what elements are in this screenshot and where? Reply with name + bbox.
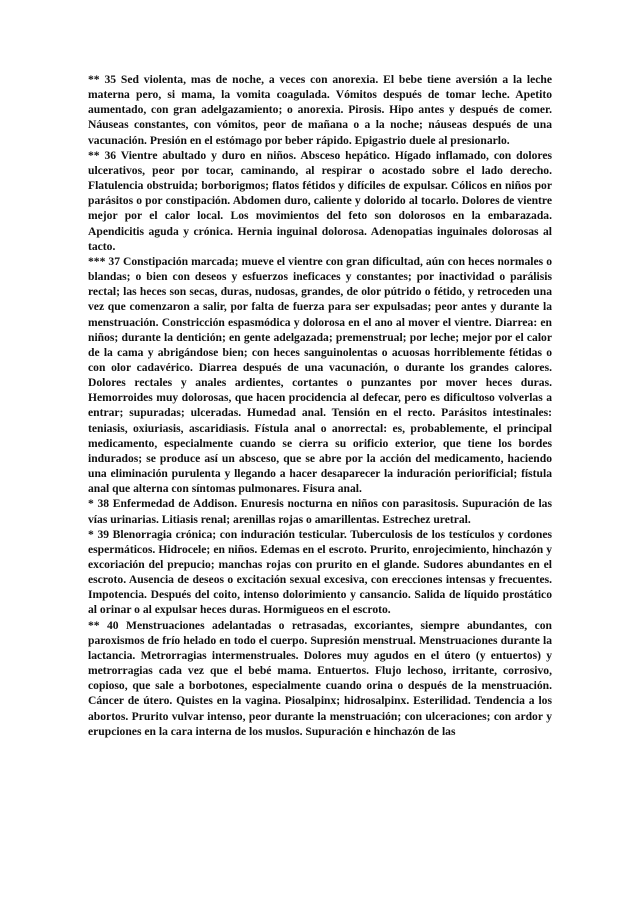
entry-38: * 38 Enfermedad de Addison. Enuresis nocturna en niños con parasitosis. Supuración de las vías urinarias. Litiasis renal; arenillas rojas o amarillentas. Estrechez uretral.	[88, 497, 552, 526]
entry-36: ** 36 Vientre abultado y duro en niños. Absceso hepático. Hígado inflamado, con dolores ulcerativos, peor por tocar, caminando, al respirar o acostado sobre el lado derecho. Flatulencia obstruida; borborigmos; flatos fétidos y difíciles de expulsar. Cólicos en niños por parásitos o por constipación. Abdomen duro, caliente y dolorido al tocarlo. Dolores de vientre mejor por el calor local. Los movimientos del feto son dolorosos en la embarazada. Apendicitis aguda y crónica. Hernia inguinal dolorosa. Adenopatias inguinales dolorosas al tacto.	[88, 148, 552, 253]
document-page	[88, 72, 552, 739]
entry-37: *** 37 Constipación marcada; mueve el vientre con gran dificultad, aún con heces normales o blandas; o bien con deseos y esfuerzos ineficaces y constantes; por inactividad o parálisis rectal; las heces son secas, duras, nudosas, grandes, de olor pútrido o fétido, y retroceden una vez que comenzaron a salir, por falta de fuerza para ser expulsadas; peor antes y durante la menstruación. Constricción espasmódica y dolorosa en el ano al mover el vientre. Diarrea: en niños; durante la dentición; en gente adelgazada; premenstrual; por leche; mejor por el calor de la cama y abrigándose bien; con heces sanguinolentas o acuosas horriblemente fétidas o con olor cadavérico. Diarrea después de una vacunación, o durante los grandes calores. Dolores rectales y anales ardientes, cortantes o punzantes por mover heces duras. Hemorroides muy dolorosas, que hacen procidencia al defecar, pero es dificultoso volverlas a entrar; supuradas; ulceradas. Humedad anal. Tensión en el recto. Parásitos intestinales: teniasis, oxiuriasis, ascaridiasis. Fístula anal o anorrectal: es, probablemente, el principal medicamento, especialmente cuando se cierra su orificio exterior, que tiene los bordes indurados; se produce así un absceso, que se abre por la acción del medicamento, haciendo una eliminación purulenta y llegando a hacer desaparecer la induración periorificial; fístula anal que alterna con síntomas pulmonares. Fisura anal.	[88, 254, 552, 496]
entry-35: ** 35 Sed violenta, mas de noche, a veces con anorexia. El bebe tiene aversión a la leche materna pero, si mama, la vomita coagulada. Vómitos después de tomar leche. Apetito aumentado, con gran adelgazamiento; o anorexia. Pirosis. Hipo antes y después de comer. Náuseas constantes, con vómitos, peor de mañana o a la noche; náuseas después de una vacunación. Presión en el estómago por beber rápido. Epigastrio duele al presionarlo.	[88, 73, 552, 147]
entry-40: ** 40 Menstruaciones adelantadas o retrasadas, excoriantes, siempre abundantes, con paroxismos de frío helado en todo el cuerpo. Supresión menstrual. Menstruaciones durante la lactancia. Metrorragias intermenstruales. Dolores muy agudos en el útero (y entuertos) y metrorragias cada vez que el bebé mama. Entuertos. Flujo lechoso, irritante, corrosivo, copioso, que sale a borbotones, especialmente cuando orina o después de la menstruación. Cáncer de útero. Quistes en la vagina. Piosalpinx; hidrosalpinx. Esterilidad. Tendencia a los abortos. Prurito vulvar intenso, peor durante la menstruación; con ulceraciones; con ardor y erupciones en la cara interna de los muslos. Supuración e hinchazón de las	[88, 618, 552, 738]
entry-39: * 39 Blenorragia crónica; con induración testicular. Tuberculosis de los testículos y cordones espermáticos. Hidrocele; en niños. Edemas en el escroto. Prurito, enrojecimiento, hinchazón y excoriación del prepucio; manchas rojas con prurito en el glande. Sudores abundantes en el escroto. Ausencia de deseos o excitación sexual excesiva, con erecciones intensas y frecuentes. Impotencia. Después del coito, intenso dolorimiento y cansancio. Salida de líquido prostático al orinar o al expulsar heces duras. Hormigueos en el escroto.	[88, 527, 552, 617]
